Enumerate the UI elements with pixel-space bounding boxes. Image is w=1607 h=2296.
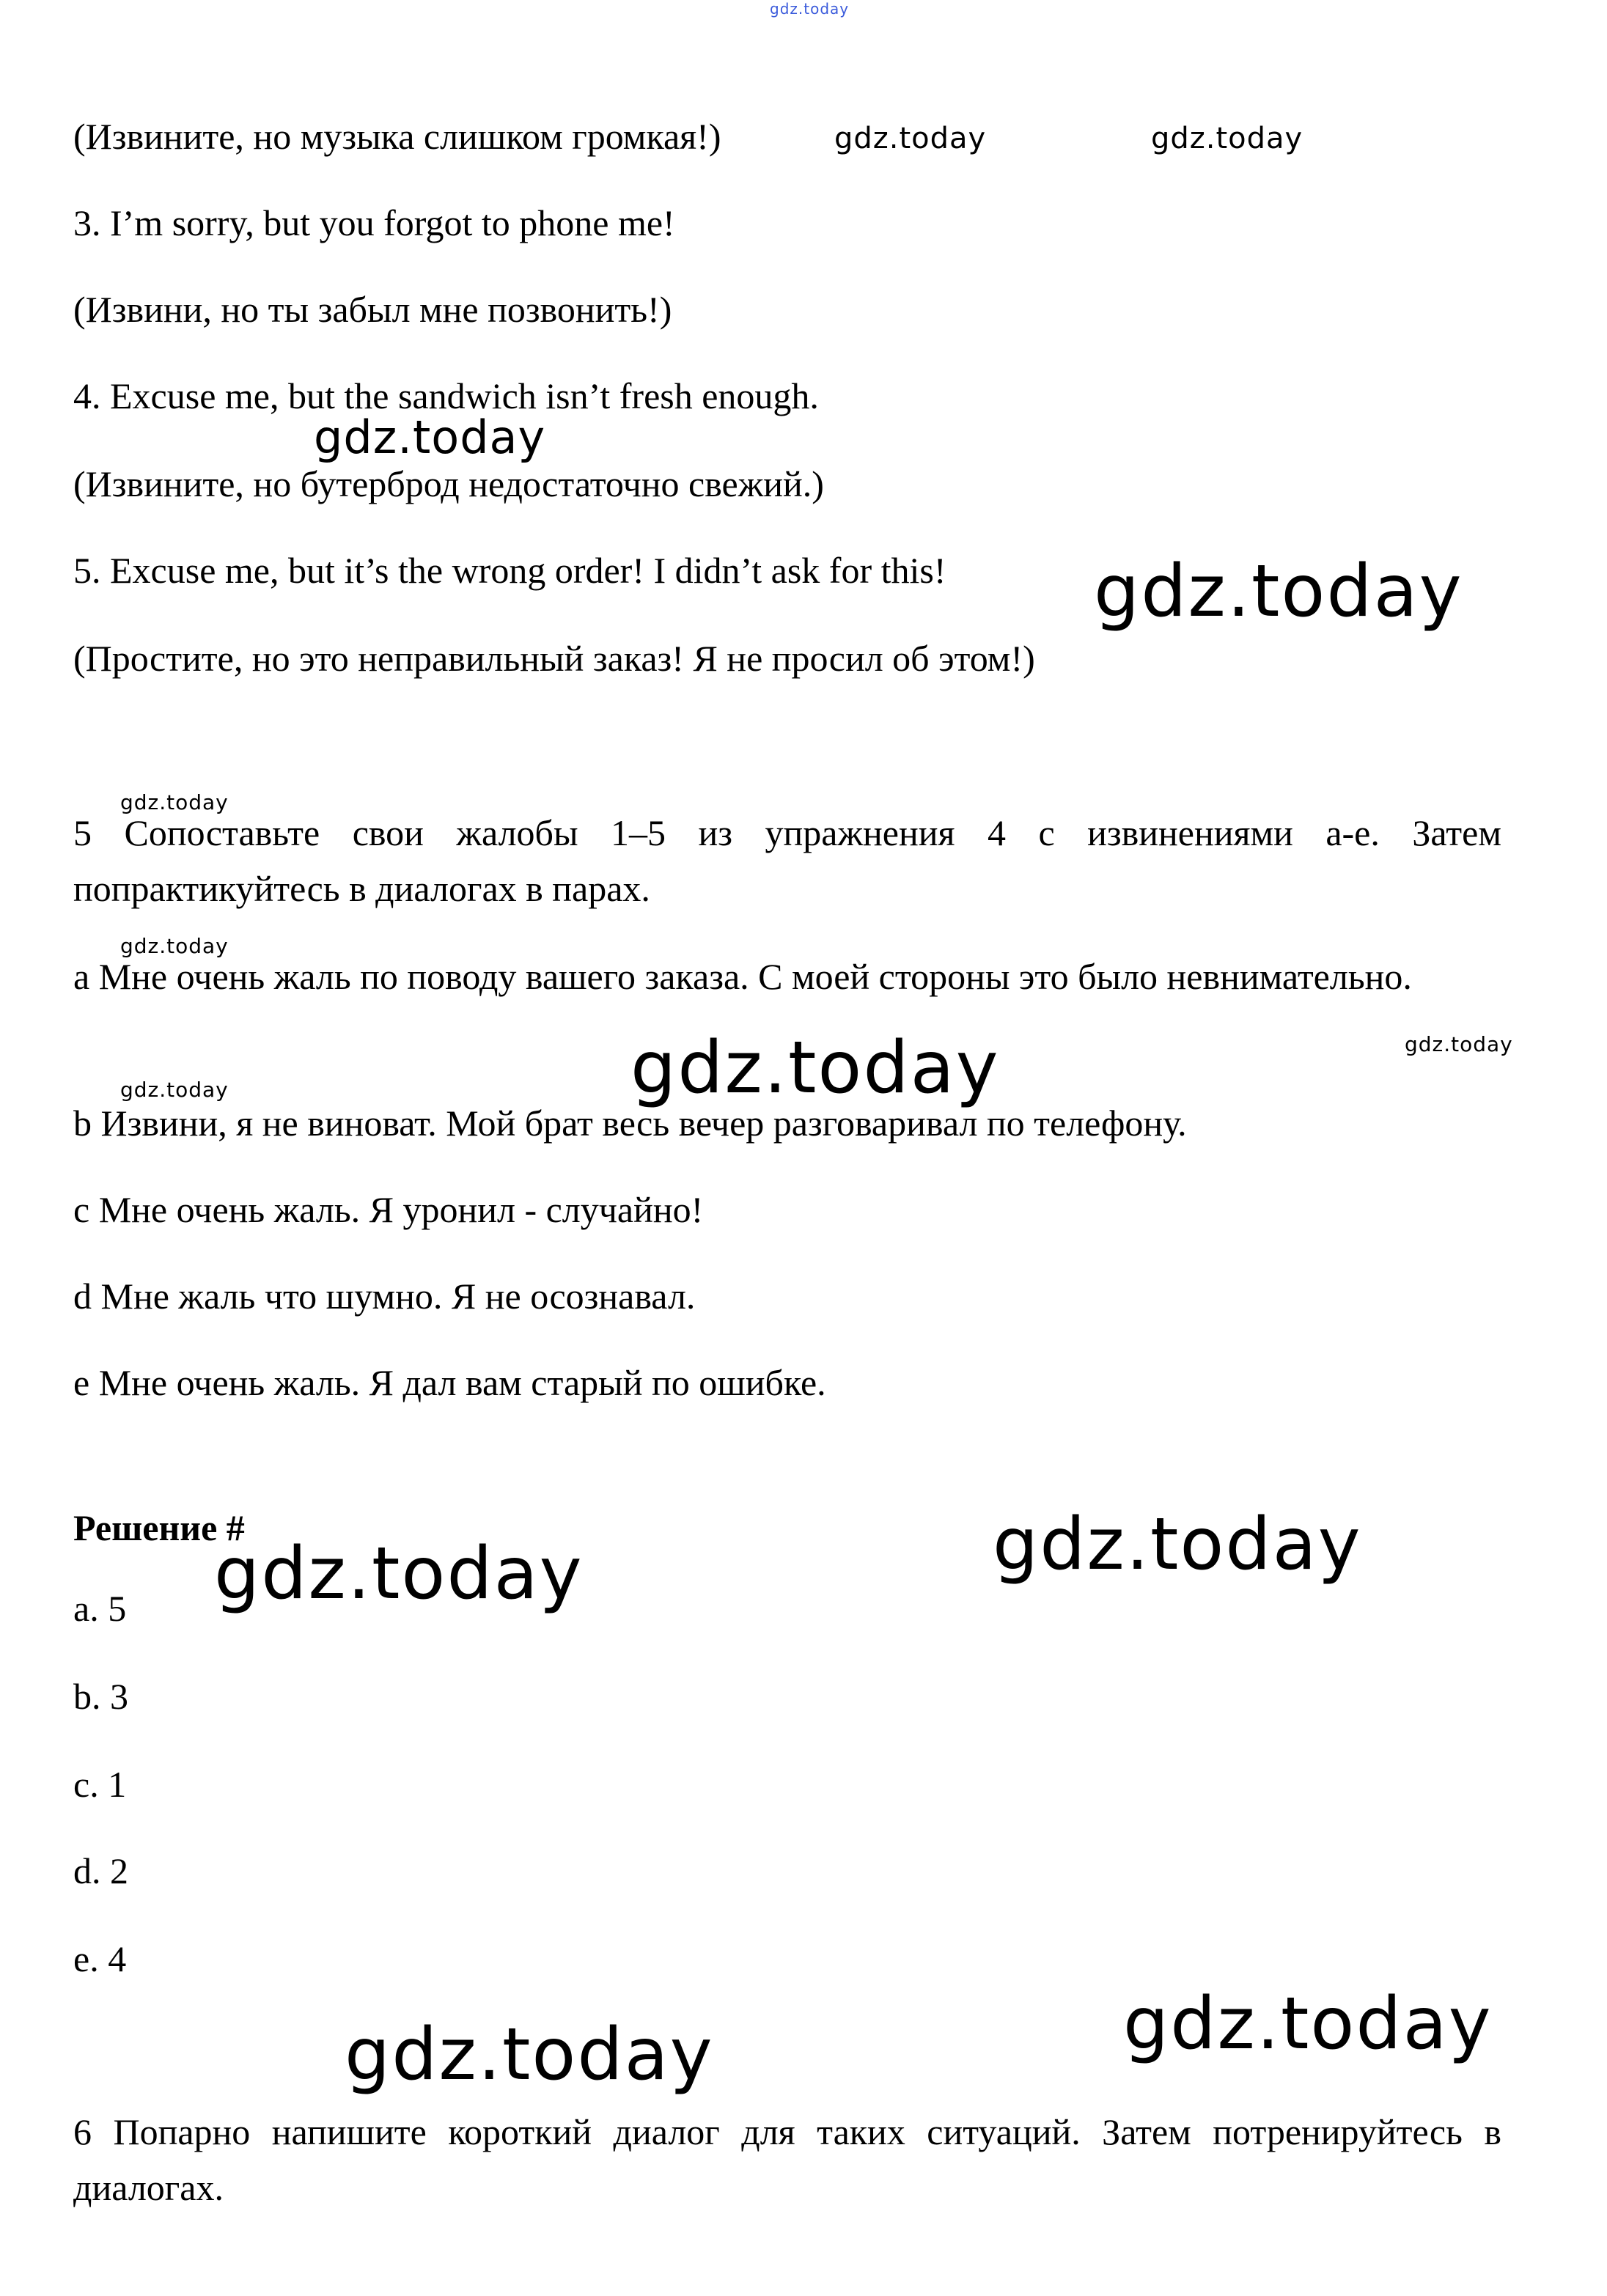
exercise-5-item-e: e Мне очень жаль. Я дал вам старый по ошибке. (73, 1362, 826, 1403)
watermark: gdz.today (345, 2013, 714, 2097)
exercise-5-item-d: d Мне жаль что шумно. Я не осознавал. (73, 1276, 696, 1317)
line-translation-2: (Извините, но музыка слишком громкая!) (73, 116, 721, 157)
line-translation-4: (Извините, но бутерброд недостаточно свежий.) (73, 463, 824, 504)
watermark: gdz.today (1405, 1032, 1513, 1056)
answer-b: b. 3 (73, 1676, 128, 1717)
watermark: gdz.today (120, 790, 229, 814)
watermark: gdz.today (1094, 550, 1463, 633)
line-translation-3: (Извини, но ты забыл мне позвонить!) (73, 289, 672, 330)
watermark: gdz.today (993, 1503, 1362, 1586)
watermark: gdz.today (214, 1532, 584, 1616)
answer-c: c. 1 (73, 1764, 127, 1805)
solution-heading: Решение # (73, 1507, 245, 1548)
line-sentence-3: 3. I’m sorry, but you forgot to phone me! (73, 202, 675, 243)
watermark: gdz.today (1151, 122, 1303, 155)
exercise-5-item-a: a Мне очень жаль по поводу вашего заказа. С моей стороны это было невнимательно. (73, 956, 1412, 997)
watermark: gdz.today (314, 411, 546, 464)
watermark: gdz.today (834, 122, 987, 155)
answer-a: a. 5 (73, 1588, 127, 1629)
answer-e: e. 4 (73, 1938, 127, 1979)
exercise-5-item-b: b Извини, я не виноват. Мой брат весь вечер разговаривал по телефону. (73, 1103, 1187, 1144)
line-sentence-4: 4. Excuse me, but the sandwich isn’t fresh enough. (73, 375, 819, 416)
exercise-6-task: 6 Попарно напишите короткий диалог для таких ситуаций. Затем потренируйтесь в диалогах. (73, 2111, 1501, 2208)
watermark: gdz.today (120, 934, 229, 958)
watermark: gdz.today (630, 1026, 1000, 1110)
line-translation-5: (Простите, но это неправильный заказ! Я не просил об этом!) (73, 638, 1035, 679)
answer-d: d. 2 (73, 1850, 128, 1891)
exercise-5-task: 5 Сопоставьте свои жалобы 1–5 из упражнения 4 с извинениями a-e. Затем попрактикуйтесь в диалогах в парах. (73, 812, 1501, 909)
watermark-top: gdz.today (770, 0, 850, 18)
watermark: gdz.today (1123, 1982, 1493, 2066)
exercise-5-item-c: c Мне очень жаль. Я уронил - случайно! (73, 1189, 704, 1230)
watermark: gdz.today (120, 1078, 229, 1102)
line-sentence-5: 5. Excuse me, but it’s the wrong order! I didn’t ask for this! (73, 550, 946, 591)
